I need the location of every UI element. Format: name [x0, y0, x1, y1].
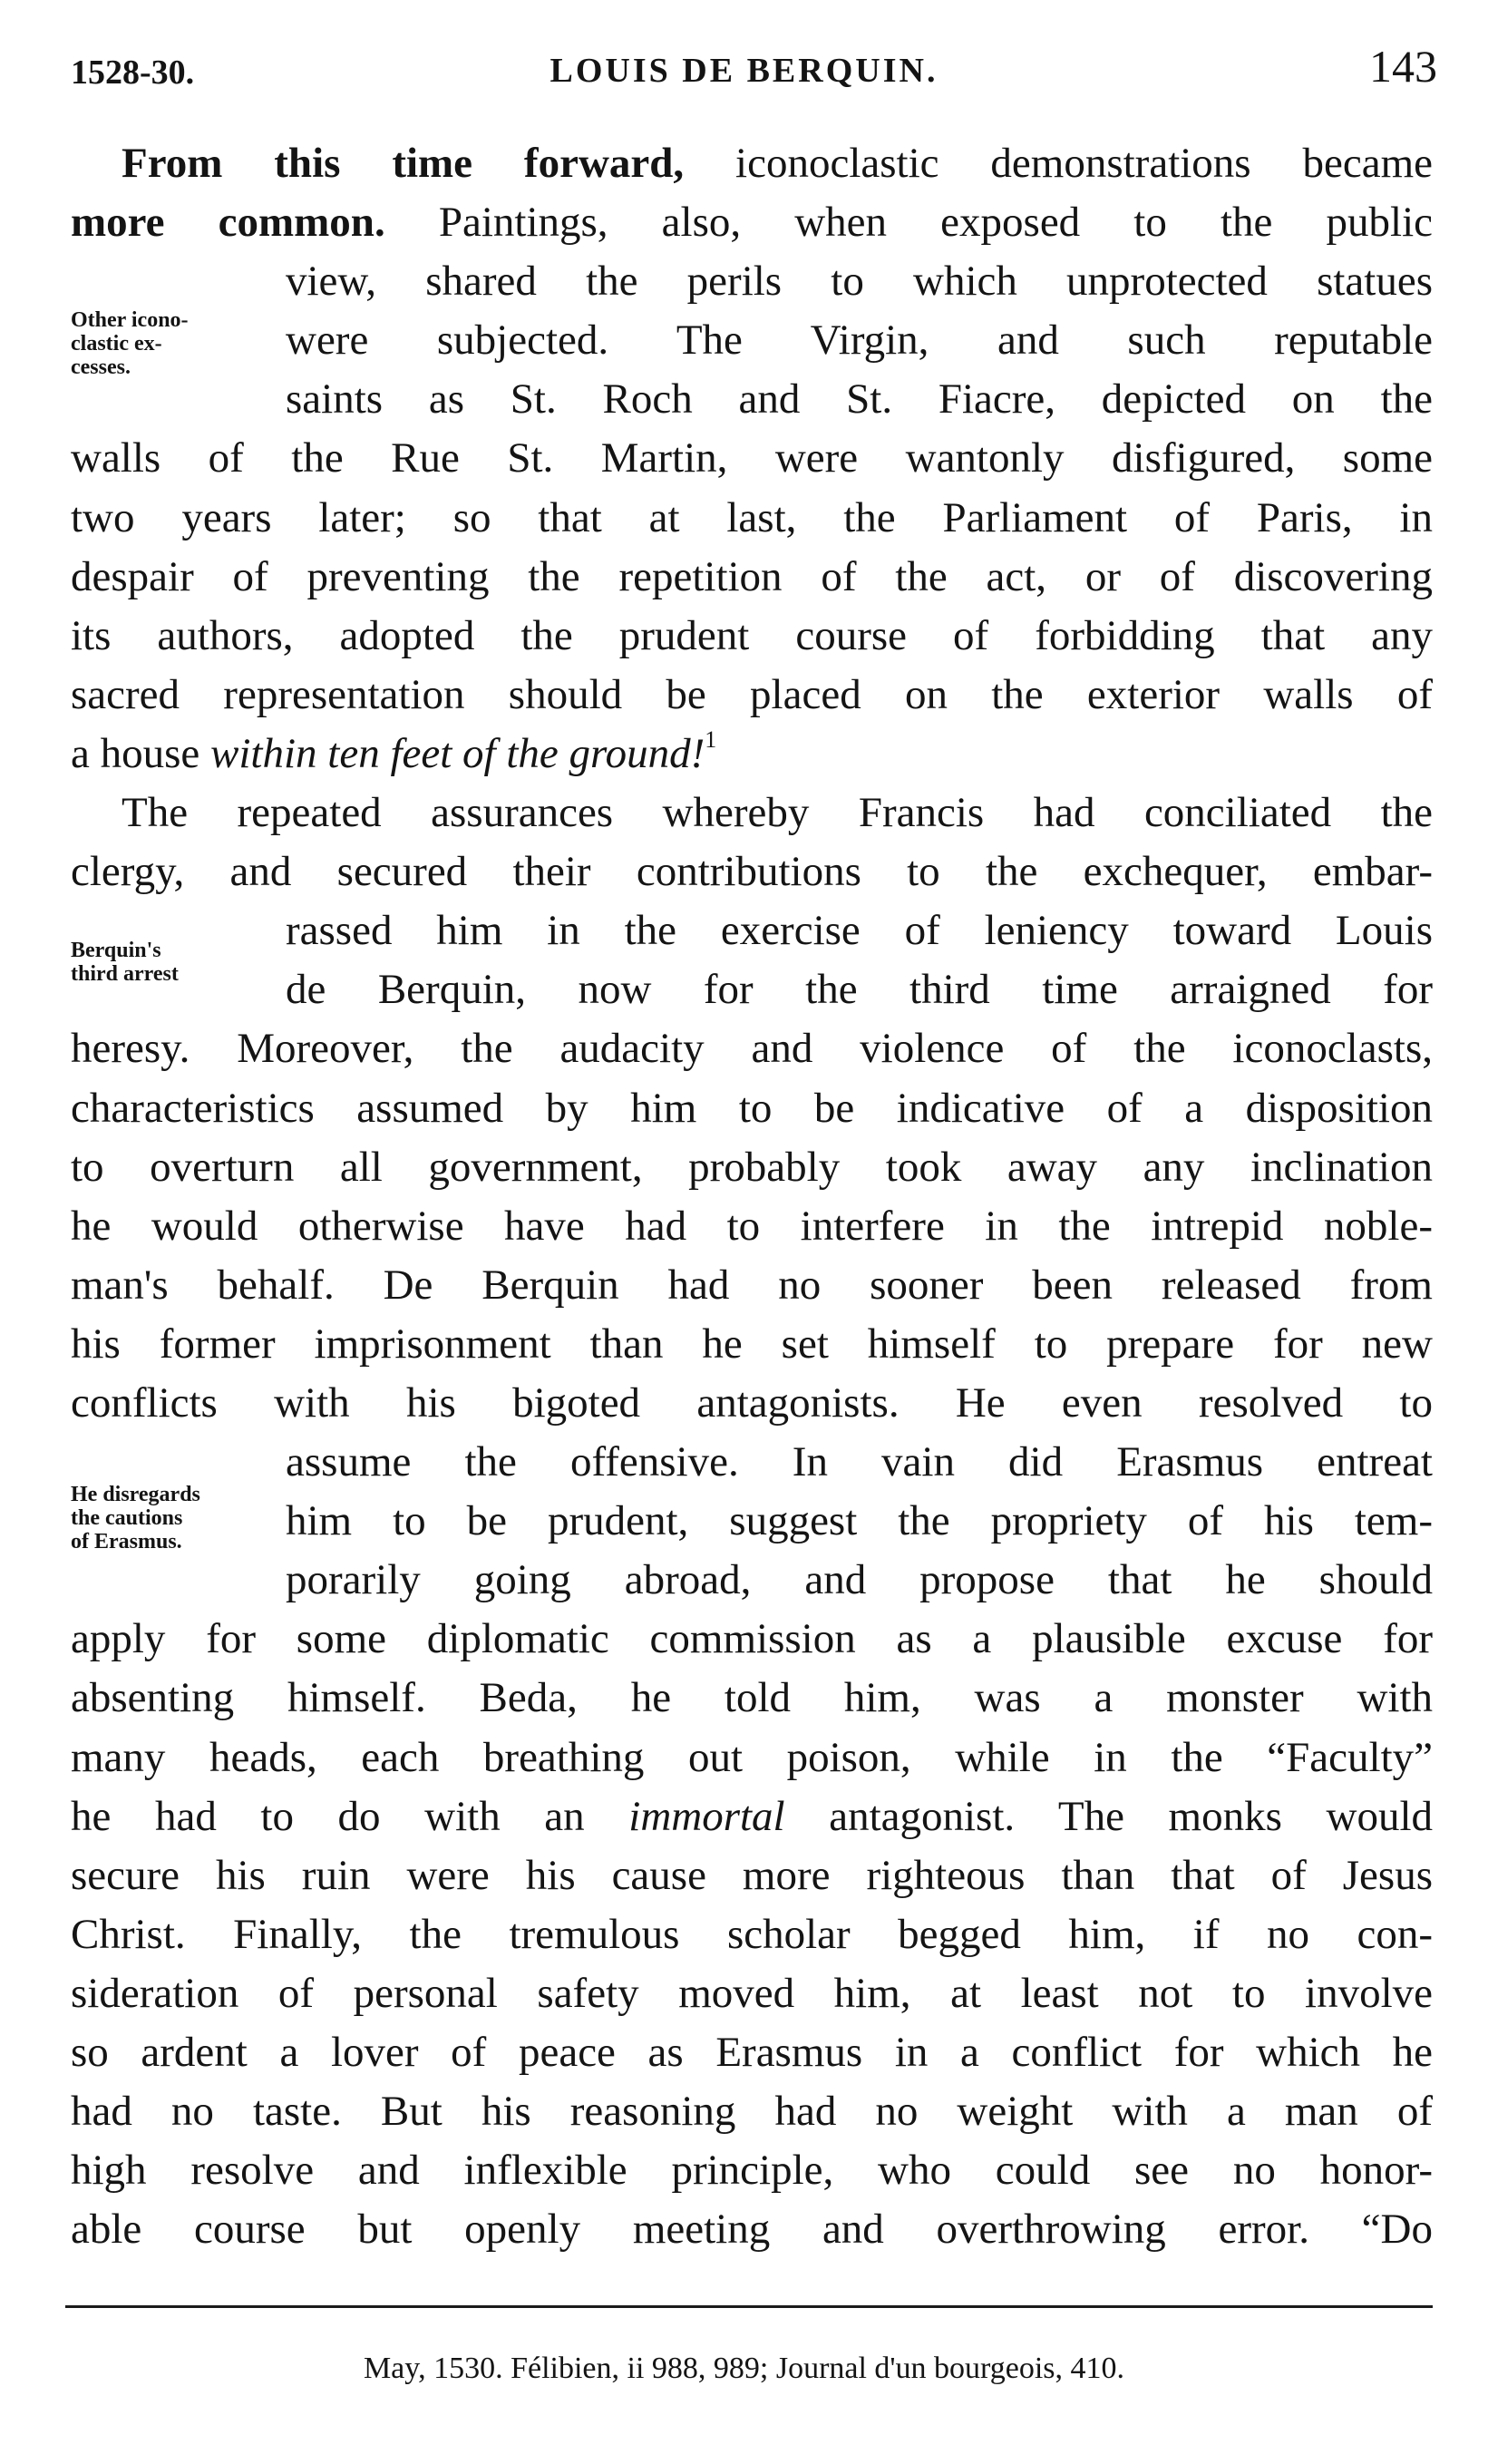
text-line: [71, 1787, 1433, 1846]
italic-span: within ten feet of the ground!: [210, 729, 705, 777]
text-line: rassed him in the exercise of leniency toward Louis: [286, 907, 1433, 955]
text-line: had no taste. But his reasoning had no weight with a man of: [71, 2088, 1433, 2136]
text-line: to overturn all government, probably took away any inclination: [71, 1143, 1433, 1191]
page-number: 143: [1369, 41, 1437, 92]
text-span: antagonist. The monks would: [784, 1792, 1433, 1840]
text-line: sideration of personal safety moved him, at least not to involve: [71, 1969, 1433, 2017]
text-span: iconoclastic demonstrations became: [684, 140, 1433, 187]
text-span: he had to do with an: [71, 1792, 629, 1840]
text-line: walls of the Rue St. Martin, were wantonly disfigured, some: [71, 434, 1433, 482]
text-line: secure his ruin were his cause more righteous than that of Jesus: [71, 1851, 1433, 1899]
text-line: [71, 193, 1433, 252]
text-line: were subjected. The Virgin, and such reputable: [286, 317, 1433, 365]
footnote-rule: [65, 2305, 1433, 2308]
text-line: de Berquin, now for the third time arraigned for: [286, 966, 1433, 1014]
text-line: [71, 725, 1433, 784]
text-line: The repeated assurances whereby Francis had conciliated the: [122, 789, 1433, 837]
text-span: a house: [71, 729, 211, 777]
text-line: assume the offensive. In vain did Erasmus entreat: [286, 1438, 1433, 1486]
text-line: Christ. Finally, the tremulous scholar begged him, if no con-: [71, 1910, 1433, 1958]
text-line: his former imprisonment than he set himself to prepare for new: [71, 1320, 1433, 1368]
text-line: despair of preventing the repetition of the act, or of discovering: [71, 552, 1433, 600]
text-line: many heads, each breathing out poison, while in the “Faculty”: [71, 1733, 1433, 1781]
text-line: view, shared the perils to which unprotected statues: [286, 258, 1433, 306]
text-line: apply for some diplomatic commission as a plausible excuse for: [71, 1615, 1433, 1663]
text-line: porarily going abroad, and propose that he should: [286, 1556, 1433, 1604]
header-years: 1528-30.: [71, 54, 195, 92]
footnote-marker: 1: [705, 726, 717, 753]
text-line: him to be prudent, suggest the propriety of his tem-: [286, 1497, 1433, 1545]
body-text: [71, 134, 1433, 2259]
italic-span: immortal: [628, 1792, 785, 1840]
text-line: its authors, adopted the prudent course of forbidding that any: [71, 611, 1433, 659]
text-line: clergy, and secured their contributions to the exchequer, embar-: [71, 848, 1433, 896]
text-line: characteristics assumed by him to be indicative of a disposition: [71, 1084, 1433, 1132]
text-line: high resolve and inflexible principle, who could see no honor-: [71, 2147, 1433, 2195]
sidenote-third-arrest: Berquin's third arrest: [71, 939, 179, 986]
text-line: man's behalf. De Berquin had no sooner been released from: [71, 1261, 1433, 1309]
text-line: heresy. Moreover, the audacity and violence of the iconoclasts,: [71, 1025, 1433, 1073]
text-line: absenting himself. Beda, he told him, was a monster with: [71, 1674, 1433, 1722]
sidenote-erasmus: He disregards the cautions of Erasmus.: [71, 1483, 200, 1553]
text-line: so ardent a lover of peace as Erasmus in a conflict for which he: [71, 2029, 1433, 2076]
header-title: LOUIS DE BERQUIN.: [549, 52, 939, 90]
text-line: saints as St. Roch and St. Fiacre, depicted on the: [286, 375, 1433, 424]
text-line: [71, 134, 1433, 193]
text-span: From this time forward,: [122, 140, 685, 187]
text-span: more common.: [71, 199, 385, 247]
text-line: able course but openly meeting and overthrowing error. “Do: [71, 2206, 1433, 2254]
text-line: conflicts with his bigoted antagonists. He even resolved to: [71, 1378, 1433, 1427]
text-span: Paintings, also, when exposed to the public: [384, 199, 1433, 247]
running-header: [0, 40, 1488, 94]
text-line: he would otherwise have had to interfere in the intrepid noble-: [71, 1202, 1433, 1250]
sidenote-iconoclastic: Other icono- clastic ex- cesses.: [71, 308, 189, 379]
text-line: two years later; so that at last, the Parliament of Paris, in: [71, 493, 1433, 541]
footnote: May, 1530. Félibien, ii 988, 989; Journal d'un bourgeois, 410.: [363, 2352, 1125, 2385]
text-line: sacred representation should be placed on the exterior walls of: [71, 670, 1433, 718]
